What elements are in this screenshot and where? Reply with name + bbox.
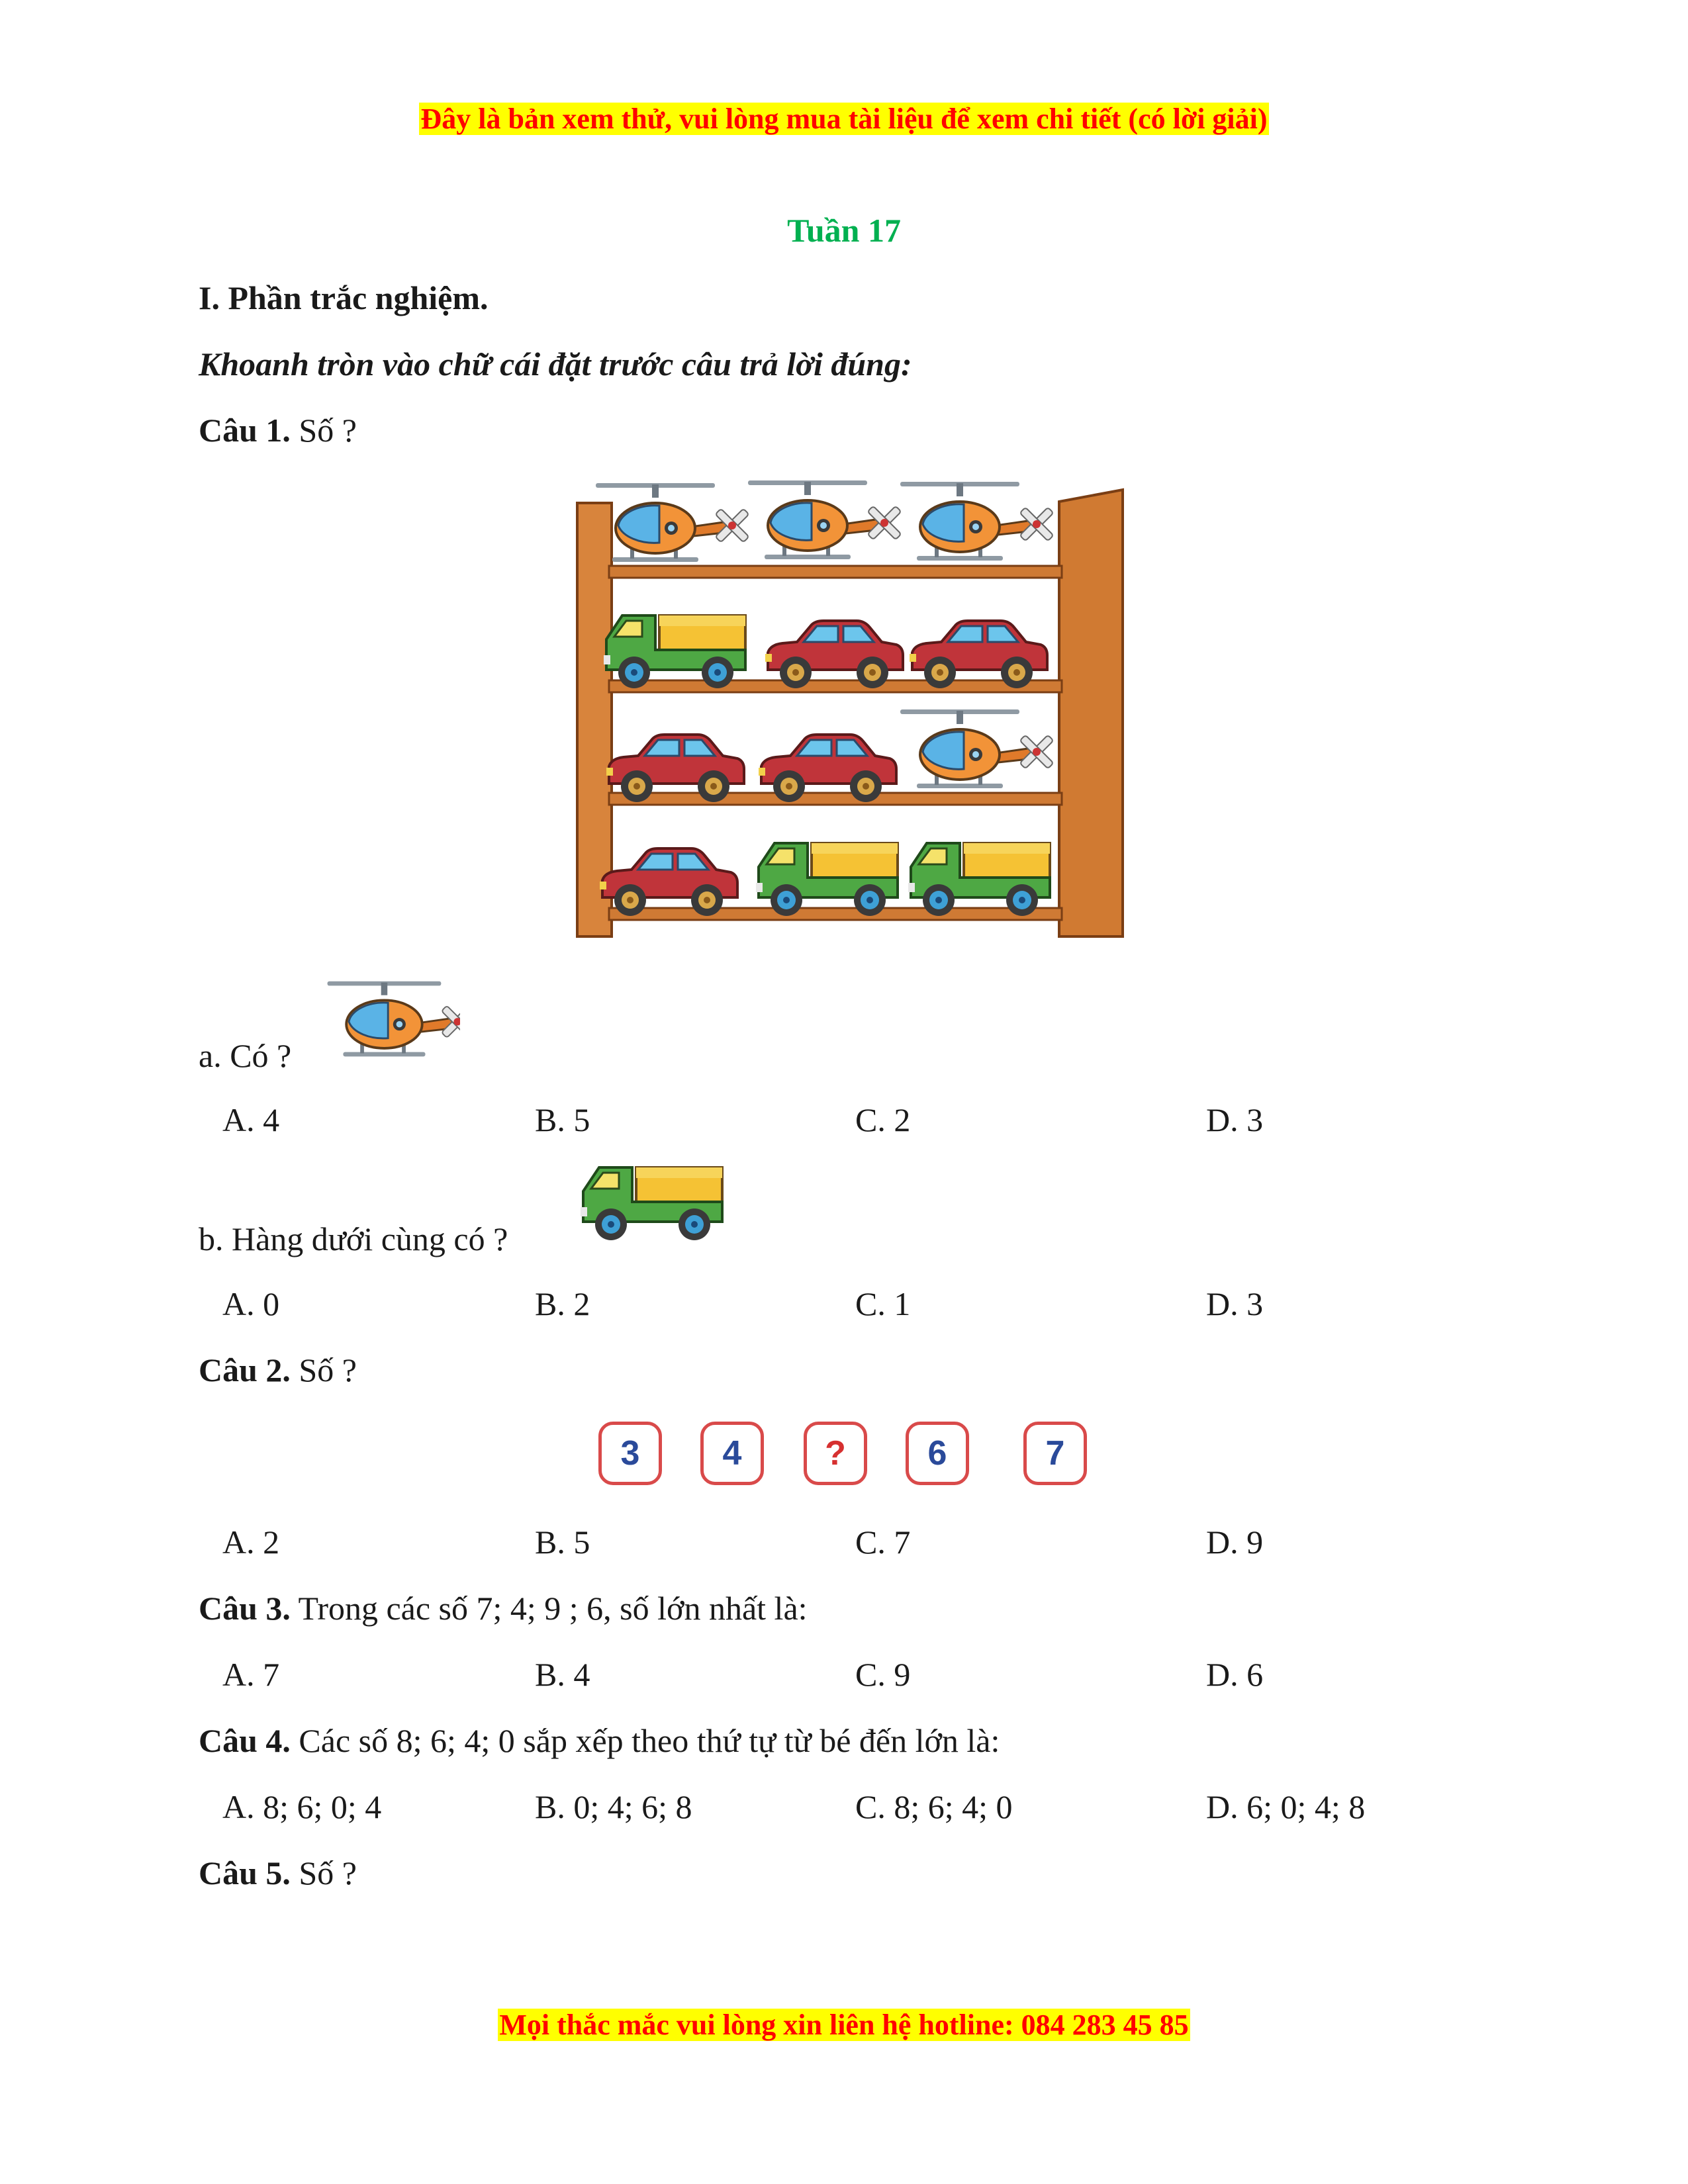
option-b[interactable]: B. 0; 4; 6; 8	[535, 1788, 692, 1825]
helicopter-toy	[900, 709, 1053, 788]
car-toy	[910, 621, 1047, 688]
section-title: I. Phần trắc nghiệm.	[199, 279, 489, 316]
car-toy	[765, 621, 903, 688]
option-d[interactable]: D. 3	[1206, 1101, 1264, 1138]
question-2-heading	[199, 1350, 357, 1390]
car-toy	[600, 848, 737, 916]
option-d[interactable]: D. 3	[1206, 1285, 1264, 1322]
option-a[interactable]: A. 0	[222, 1285, 280, 1322]
option-a[interactable]: A. 7	[222, 1656, 280, 1693]
sequence-box-missing: ?	[804, 1422, 867, 1485]
sequence-box: 4	[700, 1422, 764, 1485]
option-d[interactable]: D. 6	[1206, 1656, 1264, 1693]
question-3-prompt: Trong các số 7; 4; 9 ; 6, số lớn nhất là:	[298, 1590, 808, 1627]
question-1-label: Câu 1.	[199, 412, 291, 449]
sequence-box: 6	[906, 1422, 969, 1485]
option-c[interactable]: C. 8; 6; 4; 0	[855, 1788, 1013, 1825]
question-4-label: Câu 4.	[199, 1722, 291, 1759]
question-1b-text: b. Hàng dưới cùng có ?	[199, 1220, 508, 1257]
option-c[interactable]: C. 2	[855, 1101, 911, 1138]
toy-shelf-illustration	[569, 477, 1139, 940]
question-2-prompt: Số ?	[299, 1351, 357, 1388]
option-a[interactable]: A. 8; 6; 0; 4	[222, 1788, 382, 1825]
option-b[interactable]: B. 4	[535, 1656, 590, 1693]
helicopter-toy	[596, 483, 749, 562]
week-title: Tuần 17	[787, 212, 901, 249]
question-4-heading	[199, 1721, 1000, 1760]
question-1a-text: a. Có ?	[199, 1037, 292, 1074]
option-a[interactable]: A. 2	[222, 1524, 280, 1561]
option-b[interactable]: B. 2	[535, 1285, 590, 1322]
question-1-prompt: Số ?	[299, 412, 357, 449]
helicopter-icon	[321, 973, 460, 1066]
helicopter-toy	[900, 482, 1053, 561]
question-2-label: Câu 2.	[199, 1351, 291, 1388]
question-4-prompt: Các số 8; 6; 4; 0 sắp xếp theo thứ tự từ bé đến lớn là:	[299, 1722, 1000, 1759]
truck-toy	[908, 843, 1050, 916]
option-c[interactable]: C. 7	[855, 1524, 911, 1561]
question-5-heading	[199, 1853, 357, 1893]
sequence-box: 7	[1023, 1422, 1087, 1485]
option-c[interactable]: C. 1	[855, 1285, 911, 1322]
question-5-label: Câu 5.	[199, 1854, 291, 1891]
preview-notice-banner: Đây là bản xem thử, vui lòng mua tài liệu để xem chi tiết (có lời giải)	[420, 103, 1268, 135]
option-d[interactable]: D. 6; 0; 4; 8	[1206, 1788, 1366, 1825]
shelf-board-2	[609, 680, 1062, 692]
shelf-board-4	[609, 908, 1062, 920]
truck-toy	[756, 843, 898, 916]
shelf-board-3	[609, 793, 1062, 805]
sequence-box: 3	[598, 1422, 662, 1485]
question-1-heading	[199, 410, 357, 450]
option-a[interactable]: A. 4	[222, 1101, 280, 1138]
option-b[interactable]: B. 5	[535, 1524, 590, 1561]
shelf-board-1	[609, 566, 1062, 578]
question-3-label: Câu 3.	[199, 1590, 291, 1627]
option-b[interactable]: B. 5	[535, 1101, 590, 1138]
question-5-prompt: Số ?	[299, 1854, 357, 1891]
shelf-left-post	[577, 503, 612, 936]
option-d[interactable]: D. 9	[1206, 1524, 1264, 1561]
truck-toy	[604, 615, 745, 688]
instruction: Khoanh tròn vào chữ cái đặt trước câu trả lời đúng:	[199, 345, 912, 383]
hotline-footer: Mọi thắc mắc vui lòng xin liên hệ hotline: 084 283 45 85	[499, 2009, 1189, 2041]
question-3-heading	[199, 1588, 808, 1628]
helicopter-toy	[748, 480, 901, 559]
option-c[interactable]: C. 9	[855, 1656, 911, 1693]
truck-icon	[576, 1163, 728, 1243]
shelf-right-panel	[1059, 490, 1123, 936]
